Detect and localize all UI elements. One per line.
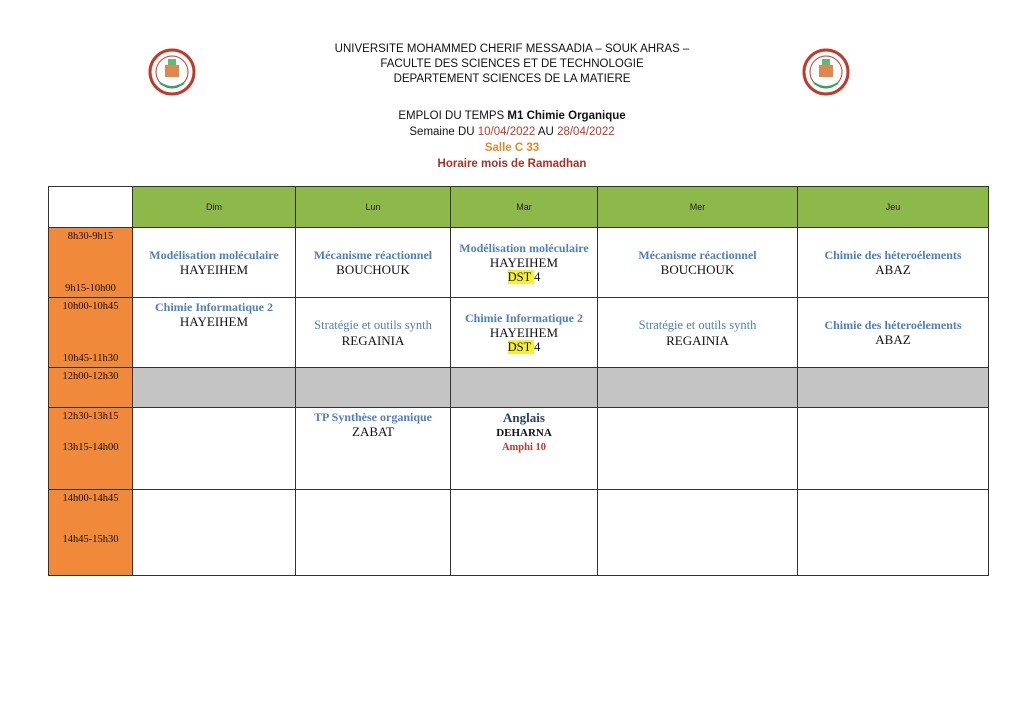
empty-cell: [598, 408, 798, 490]
course-cell: Chimie Informatique 2 HAYEIHEM: [133, 298, 296, 368]
dst-label: DST 4: [507, 339, 541, 354]
course-cell: Anglais DEHARNA Amphi 10: [451, 408, 598, 490]
course-cell: Chimie des héteroélements ABAZ: [798, 228, 989, 298]
pause-cell: [296, 368, 451, 408]
faculty-name: FACULTE DES SCIENCES ET DE TECHNOLOGIE: [380, 58, 644, 70]
program-name: M1 Chimie Organique: [507, 110, 626, 122]
corner-cell: [49, 187, 133, 228]
course-cell: Stratégie et outils synth REGAINIA: [296, 298, 451, 368]
time-cell: 10h00-10h45 10h45-11h30: [49, 298, 133, 368]
timetable-title-block: [0, 108, 1024, 172]
time-cell: 8h30-9h15 9h15-10h00: [49, 228, 133, 298]
department-name: DEPARTEMENT SCIENCES DE LA MATIERE: [393, 73, 631, 85]
course-cell: Mécanisme réactionnel BOUCHOUK: [296, 228, 451, 298]
dst-label: DST 4: [507, 269, 541, 284]
course-cell: Modélisation moléculaire HAYEIHEM: [133, 228, 296, 298]
university-seal-logo-right: [802, 45, 850, 97]
day-header-jeu: Jeu: [798, 187, 989, 228]
course-cell: TP Synthèse organique ZABAT: [296, 408, 451, 490]
pause-row: [49, 368, 989, 408]
date-from: 10/04/2022: [477, 126, 536, 138]
table-row: [49, 228, 989, 298]
room-label: Salle C 33: [484, 142, 540, 154]
course-cell: Modélisation moléculaire HAYEIHEM DST 4: [451, 228, 598, 298]
empty-cell: [133, 408, 296, 490]
course-cell: Mécanisme réactionnel BOUCHOUK: [598, 228, 798, 298]
time-cell: 12h00-12h30: [49, 368, 133, 408]
empty-cell: [451, 490, 598, 576]
empty-cell: [798, 490, 989, 576]
timetable: [48, 186, 989, 576]
schedule-note: Horaire mois de Ramadhan: [437, 158, 587, 170]
empty-cell: [798, 408, 989, 490]
university-seal-logo: [148, 45, 196, 97]
course-cell: Chimie des héteroélements ABAZ: [798, 298, 989, 368]
table-row: [49, 298, 989, 368]
day-header-mar: Mar: [451, 187, 598, 228]
timetable-title: EMPLOI DU TEMPS M1 Chimie Organique: [398, 110, 626, 122]
day-header-dim: Dim: [133, 187, 296, 228]
week-range: Semaine DU 10/04/2022 AU 28/04/2022: [409, 126, 615, 138]
empty-cell: [133, 490, 296, 576]
empty-cell: [598, 490, 798, 576]
empty-cell: [296, 490, 451, 576]
table-row: [49, 490, 989, 576]
time-cell: 12h30-13h15 13h15-14h00: [49, 408, 133, 490]
pause-cell: [798, 368, 989, 408]
pause-cell: [598, 368, 798, 408]
university-name: UNIVERSITE MOHAMMED CHERIF MESSAADIA – SOUK AHRAS –: [334, 43, 690, 55]
date-to: 28/04/2022: [557, 126, 615, 138]
pause-cell: [451, 368, 598, 408]
day-header-row: [49, 187, 989, 228]
course-cell: Stratégie et outils synth REGAINIA: [598, 298, 798, 368]
course-cell: Chimie Informatique 2 HAYEIHEM DST 4: [451, 298, 598, 368]
day-header-mer: Mer: [598, 187, 798, 228]
table-row: [49, 408, 989, 490]
time-cell: 14h00-14h45 14h45-15h30: [49, 490, 133, 576]
pause-cell: [133, 368, 296, 408]
day-header-lun: Lun: [296, 187, 451, 228]
